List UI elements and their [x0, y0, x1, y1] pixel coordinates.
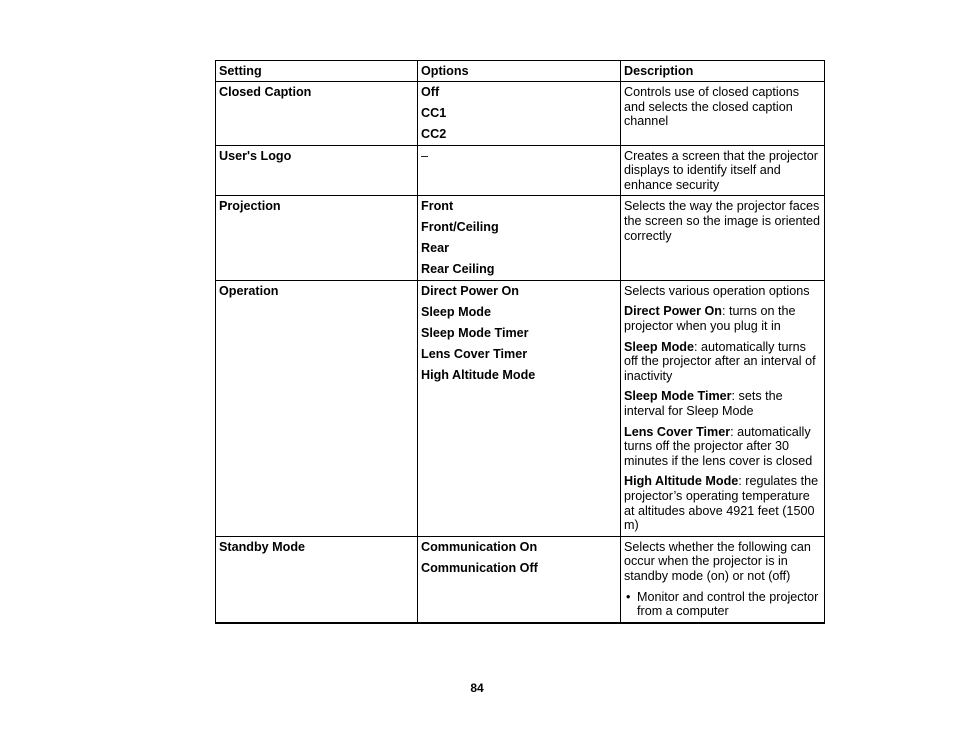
table-header-row — [216, 61, 825, 82]
setting-cell: User's Logo — [216, 145, 418, 196]
description-text: Selects whether the following can occur when the projector is in standby mode (on) or not (off) — [624, 539, 811, 583]
option-item: CC1 — [421, 105, 447, 120]
description-text: : automatically turns off the projector after 30 minutes if the lens cover is closed — [624, 424, 813, 468]
description-term: Sleep Mode — [624, 339, 694, 354]
column-header-setting: Setting — [216, 61, 418, 82]
description-entry — [624, 340, 821, 384]
bullet-icon: • — [626, 589, 631, 604]
description-term: Lens Cover Timer — [624, 424, 731, 439]
option-item: Rear Ceiling — [421, 262, 495, 277]
table-row-standby-mode — [216, 536, 825, 622]
description-text: Creates a screen that the projector displays to identify itself and enhance security — [624, 148, 818, 192]
description-entry — [624, 389, 821, 418]
options-cell — [418, 145, 621, 196]
description-cell — [621, 196, 825, 281]
option-item: Rear — [421, 241, 450, 256]
option-item: Off — [421, 85, 440, 99]
description-text: : automatically turns off the projector after an interval of inactivity — [624, 339, 816, 383]
description-term: High Altitude Mode — [624, 474, 739, 489]
options-cell — [418, 82, 621, 146]
option-item: – — [421, 148, 429, 163]
setting-cell: Closed Caption — [216, 82, 418, 146]
table-row-operation — [216, 280, 825, 536]
description-term: Direct Power On — [624, 304, 722, 319]
option-item: Sleep Mode — [421, 304, 491, 319]
options-cell — [418, 536, 621, 622]
description-text: : sets the interval for Sleep Mode — [624, 389, 783, 419]
description-text: Selects various operation options — [624, 283, 810, 298]
option-item: High Altitude Mode — [421, 367, 536, 382]
setting-cell: Projection — [216, 196, 418, 281]
option-item: Front — [421, 199, 454, 214]
options-cell — [418, 196, 621, 281]
settings-table — [215, 60, 825, 624]
description-cell — [621, 280, 825, 536]
bullet-item — [624, 590, 821, 619]
description-cell — [621, 536, 825, 622]
description-term: Sleep Mode Timer — [624, 389, 732, 404]
description-cell — [621, 145, 825, 196]
option-item: Communication Off — [421, 560, 538, 575]
table-row-users-logo — [216, 145, 825, 196]
bullet-text: Monitor and control the projector from a computer — [637, 589, 819, 619]
option-item: Front/Ceiling — [421, 220, 499, 235]
table-row-closed-caption — [216, 82, 825, 146]
option-item: Communication On — [421, 539, 538, 554]
option-item: Lens Cover Timer — [421, 346, 528, 361]
description-entry — [624, 474, 821, 532]
option-item: Sleep Mode Timer — [421, 325, 529, 340]
description-text: Selects the way the projector faces the screen so the image is oriented correctly — [624, 199, 821, 243]
description-cell — [621, 82, 825, 146]
setting-cell: Operation — [216, 280, 418, 536]
description-text: : regulates the projector’s operating temperature at altitudes above 4921 feet (1500 m) — [624, 474, 819, 533]
setting-cell: Standby Mode — [216, 536, 418, 622]
column-header-description: Description — [621, 61, 825, 82]
description-text: : turns on the projector when you plug it in — [624, 304, 796, 334]
option-item: Direct Power On — [421, 283, 519, 298]
table-row-projection — [216, 196, 825, 281]
page-number: 84 — [470, 681, 484, 695]
option-item: CC2 — [421, 126, 447, 141]
description-entry — [624, 304, 821, 333]
description-entry — [624, 425, 821, 469]
column-header-options: Options — [418, 61, 621, 82]
options-cell — [418, 280, 621, 536]
description-text: Controls use of closed captions and selects the closed caption channel — [624, 85, 800, 129]
